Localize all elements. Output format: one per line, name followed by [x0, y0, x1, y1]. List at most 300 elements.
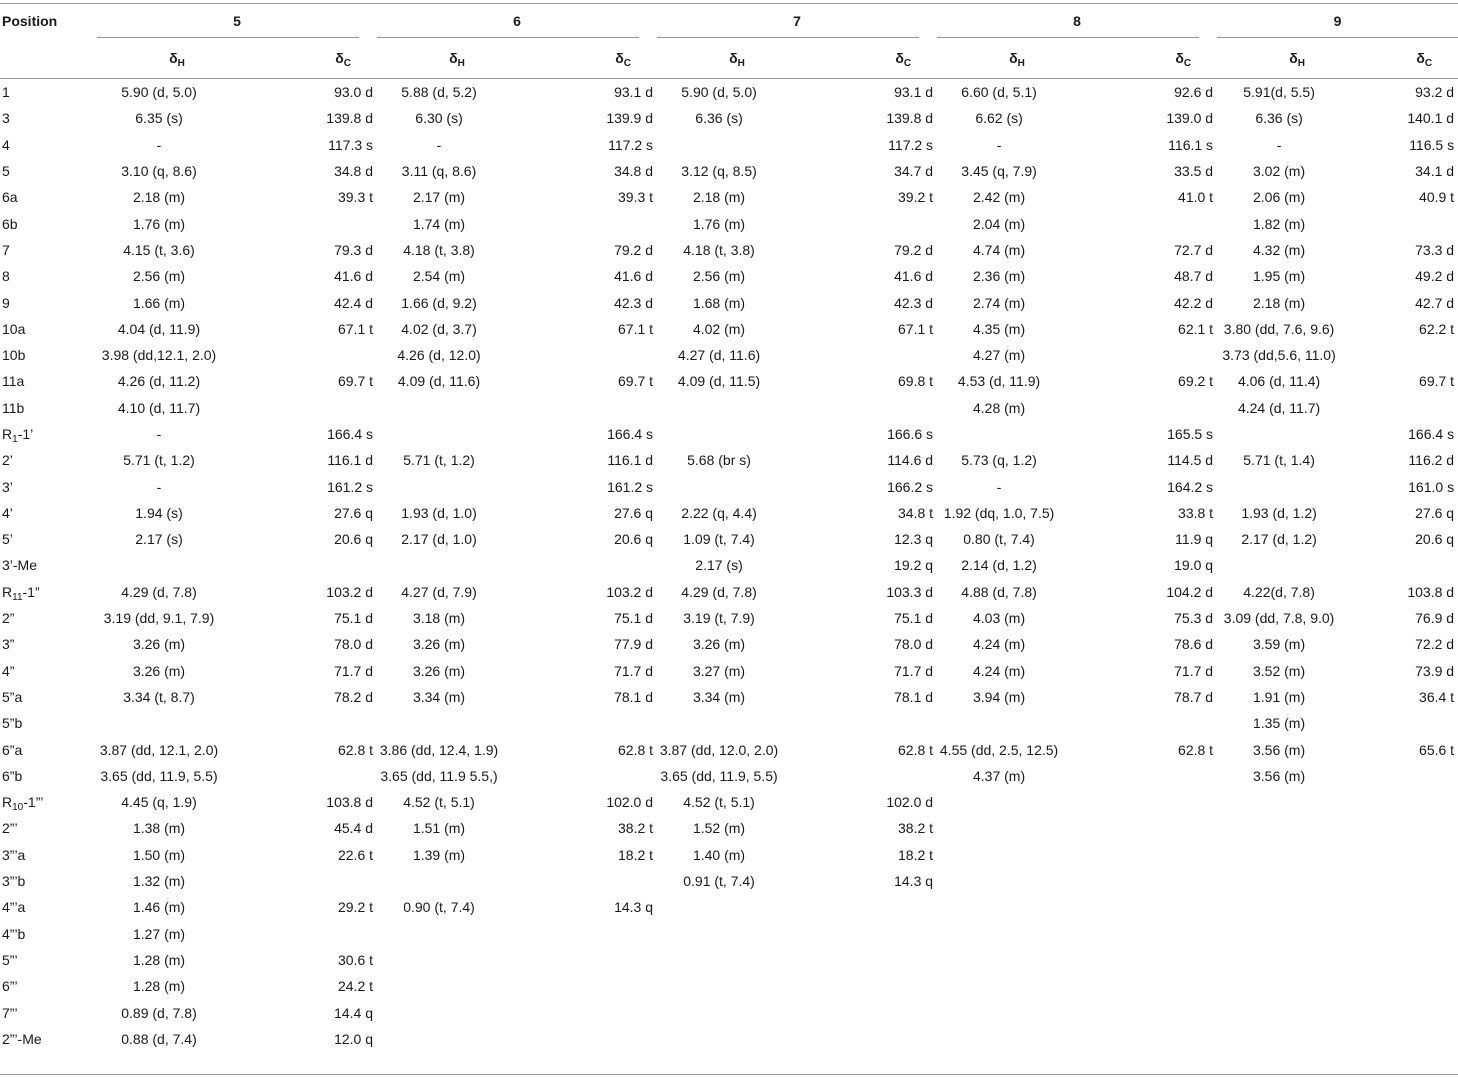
delta-h-cell: [377, 421, 537, 447]
delta-h-cell: 3.26 (m): [412, 662, 466, 679]
delta-c-cell: [1097, 947, 1217, 973]
delta-c-cell: [1097, 763, 1217, 789]
delta-h-cell: 1.39 (m): [412, 846, 466, 863]
delta-c-cell: 45.4 d: [334, 820, 374, 837]
delta-c-cell: 116.2 d: [1408, 452, 1455, 469]
delta-h-cell: 6.30 (s): [415, 110, 463, 127]
delta-c-cell: 24.2 t: [337, 978, 374, 995]
table-row: [0, 973, 1458, 999]
delta-h-cell: 1.82 (m): [1253, 215, 1306, 232]
delta-h-cell: 5.88 (d, 5.2): [401, 84, 477, 101]
table-row: [0, 684, 1458, 710]
delta-c-cell: [537, 395, 657, 421]
delta-h-cell: -: [996, 478, 1002, 495]
delta-c-cell: 41.6 d: [614, 268, 654, 285]
delta-h-cell: 2.17 (d, 1.0): [401, 531, 477, 548]
delta-h-cell: 4.29 (d, 7.8): [121, 583, 197, 600]
delta-h-cell: 2.17 (s): [695, 557, 743, 574]
delta-c-cell: [1377, 973, 1458, 999]
delta-h-cell: 2.22 (q, 4.4): [681, 504, 757, 521]
position-cell: 6”’: [2, 978, 18, 995]
delta-h-cell: [657, 894, 817, 920]
delta-c-header: $\delta_C$: [615, 50, 632, 69]
delta-h-cell: 5.71 (t, 1.2): [123, 452, 195, 469]
delta-h-cell: 1.27 (m): [132, 925, 186, 942]
table-row: [0, 395, 1458, 421]
delta-h-cell: 3.59 (m): [1253, 636, 1306, 653]
delta-h-cell: 3.80 (dd, 7.6, 9.6): [1223, 320, 1335, 337]
table-row: [0, 815, 1458, 841]
delta-c-cell: 104.2 d: [1166, 583, 1214, 600]
position-cell: 6b: [2, 215, 18, 232]
delta-h-cell: 4.27 (d, 7.9): [401, 583, 477, 600]
delta-c-cell: 103.8 d: [1407, 583, 1455, 600]
delta-c-cell: 19.0 q: [1174, 557, 1214, 574]
delta-c-cell: 93.0 d: [334, 84, 374, 101]
delta-h-cell: [1217, 421, 1377, 447]
delta-h-cell: 2.17 (s): [135, 531, 183, 548]
delta-c-cell: 62.8 t: [898, 741, 934, 758]
delta-h-cell: 1.94 (s): [135, 504, 183, 521]
delta-c-cell: [1377, 395, 1458, 421]
delta-c-cell: 27.6 q: [334, 504, 374, 521]
delta-c-cell: [537, 973, 657, 999]
delta-c-cell: [1097, 342, 1217, 368]
delta-c-cell: 139.8 d: [886, 110, 934, 127]
delta-c-cell: 67.1 t: [618, 320, 654, 337]
delta-c-header: $\delta_C$: [1416, 50, 1433, 69]
delta-c-cell: 41.0 t: [1178, 189, 1214, 206]
delta-c-cell: 39.3 t: [618, 189, 654, 206]
delta-h-cell: 4.28 (m): [972, 399, 1026, 416]
delta-h-cell: 2.17 (m): [412, 189, 466, 206]
delta-c-cell: 14.4 q: [334, 1004, 374, 1021]
delta-c-cell: 103.3 d: [886, 583, 934, 600]
delta-h-cell: 0.88 (d, 7.4): [121, 1030, 197, 1047]
delta-h-cell: 0.90 (t, 7.4): [403, 899, 475, 916]
delta-c-cell: 29.2 t: [337, 899, 374, 916]
delta-c-cell: 114.6 d: [887, 452, 934, 469]
delta-h-header: $\delta_H$: [449, 50, 465, 69]
table-row: [0, 500, 1458, 526]
position-cell: 4’: [2, 504, 13, 521]
delta-h-cell: 1.91 (m): [1253, 688, 1306, 705]
delta-h-cell: 2.54 (m): [412, 268, 466, 285]
delta-c-cell: 62.8 t: [337, 741, 374, 758]
delta-c-cell: 42.7 d: [1415, 294, 1455, 311]
delta-c-cell: 161.2 s: [327, 478, 374, 495]
delta-c-cell: 69.7 t: [337, 373, 374, 390]
delta-c-cell: 117.2 s: [888, 136, 934, 153]
delta-h-cell: 4.37 (m): [972, 767, 1026, 784]
delta-c-cell: 71.7 d: [894, 662, 934, 679]
delta-h-cell: [657, 132, 817, 158]
delta-h-cell: [937, 842, 1097, 868]
delta-h-cell: 1.35 (m): [1253, 715, 1306, 732]
delta-h-cell: 3.86 (dd, 12.4, 1.9): [379, 741, 499, 758]
position-column-header: Position: [2, 12, 58, 29]
delta-h-cell: -: [156, 426, 162, 442]
delta-h-cell: 2.14 (d, 1.2): [961, 557, 1037, 574]
position-cell: 5: [2, 163, 10, 180]
table-row: [0, 789, 1458, 815]
table-row: [0, 473, 1458, 499]
delta-c-cell: 62.1 t: [1178, 320, 1214, 337]
delta-c-cell: 93.2 d: [1415, 84, 1455, 101]
delta-c-cell: [1097, 789, 1217, 815]
position-cell: 3”: [2, 636, 15, 653]
delta-c-cell: 116.1 d: [327, 452, 374, 469]
delta-c-cell: 11.9 q: [1175, 531, 1214, 548]
delta-c-cell: [1377, 710, 1458, 736]
delta-c-cell: 139.0 d: [1166, 110, 1214, 127]
delta-c-cell: [257, 868, 377, 894]
table-bottom-rule: [0, 1074, 1458, 1075]
delta-c-cell: 140.1 d: [1407, 110, 1455, 127]
table-row: [0, 999, 1458, 1025]
position-cell: 9: [2, 294, 10, 311]
delta-c-cell: [817, 894, 937, 920]
delta-h-cell: [937, 815, 1097, 841]
delta-c-cell: 76.9 d: [1415, 610, 1455, 627]
delta-c-cell: 164.2 s: [1167, 478, 1214, 495]
delta-c-header: $\delta_C$: [1175, 50, 1192, 69]
delta-c-cell: 20.6 q: [334, 531, 374, 548]
delta-h-cell: [657, 921, 817, 947]
delta-c-cell: 78.1 d: [614, 688, 654, 705]
delta-c-cell: 78.0 d: [334, 636, 374, 653]
table-row: [0, 842, 1458, 868]
delta-c-cell: 49.2 d: [1415, 268, 1455, 285]
delta-h-cell: 4.27 (m): [972, 347, 1026, 364]
position-cell: 5’: [2, 531, 13, 548]
delta-c-cell: 67.1 t: [898, 320, 934, 337]
delta-c-cell: 69.7 t: [1419, 373, 1455, 390]
delta-c-cell: 103.2 d: [606, 583, 654, 600]
position-cell: 11b: [2, 399, 25, 416]
delta-c-cell: [1097, 815, 1217, 841]
compound-header: 7: [793, 12, 801, 29]
delta-c-cell: 41.6 d: [894, 268, 934, 285]
delta-h-cell: 3.34 (t, 8.7): [123, 688, 195, 705]
delta-c-cell: 79.2 d: [614, 241, 654, 258]
delta-h-cell: 3.19 (t, 7.9): [683, 610, 755, 627]
delta-c-cell: [1377, 921, 1458, 947]
delta-c-cell: 42.4 d: [334, 294, 374, 311]
delta-h-cell: 4.32 (m): [1253, 241, 1306, 258]
delta-h-cell: 4.26 (d, 11.2): [117, 373, 201, 390]
delta-c-cell: 14.3 q: [614, 899, 654, 916]
delta-c-cell: 102.0 d: [886, 794, 934, 811]
delta-h-cell: 3.98 (dd,12.1, 2.0): [101, 347, 217, 364]
delta-c-cell: 117.2 s: [608, 136, 654, 153]
delta-c-cell: [1097, 973, 1217, 999]
delta-c-cell: 36.4 t: [1419, 688, 1455, 705]
delta-c-cell: 73.9 d: [1415, 662, 1455, 679]
delta-h-header: $\delta_H$: [169, 50, 185, 69]
delta-c-cell: 78.0 d: [894, 636, 934, 653]
delta-c-cell: 34.7 d: [894, 163, 934, 180]
delta-c-header: $\delta_C$: [895, 50, 912, 69]
delta-c-cell: 65.6 t: [1419, 741, 1455, 758]
delta-c-cell: [1097, 894, 1217, 920]
delta-h-cell: 3.27 (m): [692, 662, 746, 679]
delta-h-cell: 1.74 (m): [412, 215, 466, 232]
position-cell: 1: [2, 84, 10, 101]
delta-h-cell: [97, 552, 257, 578]
delta-h-cell: 4.02 (d, 3.7): [401, 320, 477, 337]
position-cell: 4: [2, 136, 10, 153]
delta-c-cell: 79.3 d: [334, 241, 374, 258]
delta-c-cell: [817, 973, 937, 999]
delta-c-cell: [257, 921, 377, 947]
delta-c-cell: 69.8 t: [898, 373, 934, 390]
delta-h-cell: 1.09 (t, 7.4): [683, 531, 755, 548]
position-cell: 10a: [2, 320, 26, 337]
delta-c-cell: [1377, 342, 1458, 368]
delta-c-cell: [1097, 1026, 1217, 1052]
delta-c-cell: 166.2 s: [887, 478, 934, 495]
delta-c-cell: 78.1 d: [894, 688, 934, 705]
table-header: [0, 4, 1458, 79]
delta-h-cell: -: [996, 136, 1002, 153]
delta-h-cell: [1217, 947, 1377, 973]
delta-c-cell: 161.2 s: [607, 478, 654, 495]
delta-h-cell: 4.52 (t, 5.1): [683, 794, 755, 811]
delta-c-cell: 18.2 t: [618, 846, 654, 863]
delta-c-cell: 41.6 d: [334, 268, 374, 285]
position-cell: 3”’b: [2, 873, 26, 890]
delta-h-cell: [937, 710, 1097, 736]
delta-h-cell: 3.02 (m): [1253, 163, 1306, 180]
delta-h-cell: [657, 1026, 817, 1052]
delta-h-cell: 4.24 (d, 11.7): [1237, 399, 1321, 416]
position-cell: 2”: [2, 610, 15, 627]
delta-c-cell: [1377, 815, 1458, 841]
delta-c-cell: 166.6 s: [887, 426, 934, 442]
delta-c-cell: [1097, 710, 1217, 736]
delta-h-cell: 3.12 (q, 8.5): [681, 163, 757, 180]
delta-h-cell: 4.88 (d, 7.8): [961, 583, 1037, 600]
position-cell: $R_{10}-1$”’: [2, 794, 44, 814]
position-cell: 7: [2, 241, 10, 258]
delta-c-cell: [257, 763, 377, 789]
delta-c-cell: [1097, 921, 1217, 947]
delta-h-cell: 2.18 (m): [132, 189, 186, 206]
delta-h-cell: [1217, 999, 1377, 1025]
position-cell: 7”’: [2, 1004, 18, 1021]
delta-h-cell: 3.45 (q, 7.9): [961, 163, 1037, 180]
delta-c-cell: 27.6 q: [1415, 504, 1455, 521]
delta-c-cell: 34.1 d: [1415, 163, 1455, 180]
delta-c-cell: 38.2 t: [618, 820, 654, 837]
delta-c-cell: 27.6 q: [614, 504, 654, 521]
delta-h-cell: 4.26 (d, 12.0): [397, 347, 481, 364]
delta-c-cell: [257, 395, 377, 421]
table-row: [0, 237, 1458, 263]
delta-h-cell: [1217, 973, 1377, 999]
position-cell: 3”’a: [2, 846, 26, 863]
delta-h-cell: 4.15 (t, 3.6): [123, 241, 195, 258]
delta-c-cell: 34.8 d: [334, 163, 374, 180]
table-body: [0, 79, 1458, 1052]
delta-c-cell: [537, 342, 657, 368]
delta-c-cell: 116.1 s: [1168, 136, 1214, 153]
nmr-data-table: [0, 4, 1458, 1052]
delta-h-cell: 5.90 (d, 5.0): [121, 84, 197, 101]
delta-h-cell: 5.91(d, 5.5): [1243, 84, 1315, 101]
position-cell: 3’-Me: [2, 557, 38, 574]
delta-h-cell: 1.28 (m): [132, 951, 186, 968]
delta-h-cell: 2.04 (m): [972, 215, 1026, 232]
delta-c-cell: 34.8 d: [614, 163, 654, 180]
delta-c-cell: 34.8 t: [898, 504, 934, 521]
delta-h-cell: [377, 947, 537, 973]
delta-h-cell: 3.18 (m): [412, 610, 466, 627]
delta-h-cell: [377, 395, 537, 421]
delta-h-header: $\delta_H$: [1009, 50, 1025, 69]
delta-h-cell: 1.95 (m): [1253, 268, 1306, 285]
delta-c-cell: [817, 763, 937, 789]
delta-h-cell: 0.80 (t, 7.4): [963, 531, 1035, 548]
table-row: [0, 921, 1458, 947]
delta-h-cell: 6.36 (s): [1255, 110, 1303, 127]
delta-h-cell: [657, 973, 817, 999]
delta-c-cell: 139.9 d: [606, 110, 654, 127]
delta-h-cell: 1.46 (m): [132, 899, 186, 916]
delta-h-cell: 1.76 (m): [692, 215, 746, 232]
delta-c-cell: [817, 921, 937, 947]
delta-h-cell: 3.56 (m): [1253, 741, 1306, 758]
table-row: [0, 79, 1458, 106]
delta-c-cell: 20.6 q: [1415, 531, 1455, 548]
delta-h-cell: 3.34 (m): [412, 688, 466, 705]
delta-h-cell: 2.56 (m): [132, 268, 186, 285]
delta-h-cell: 4.24 (m): [972, 636, 1026, 653]
delta-c-cell: 93.1 d: [894, 84, 934, 101]
delta-h-cell: 1.38 (m): [132, 820, 186, 837]
delta-h-cell: 3.87 (dd, 12.1, 2.0): [99, 741, 219, 758]
delta-h-cell: 5.90 (d, 5.0): [681, 84, 757, 101]
delta-c-cell: 14.3 q: [894, 873, 934, 890]
delta-c-cell: [817, 947, 937, 973]
delta-h-cell: 4.18 (t, 3.8): [403, 241, 475, 258]
table-row: [0, 658, 1458, 684]
delta-h-cell: [657, 395, 817, 421]
table-row: [0, 605, 1458, 631]
delta-h-cell: 3.26 (m): [132, 636, 186, 653]
delta-c-cell: [537, 552, 657, 578]
delta-c-cell: 75.1 d: [614, 610, 654, 627]
table-row: [0, 447, 1458, 473]
delta-h-cell: [657, 947, 817, 973]
delta-c-cell: [817, 395, 937, 421]
delta-h-header: $\delta_H$: [729, 50, 745, 69]
delta-h-cell: [377, 868, 537, 894]
delta-h-cell: [1217, 842, 1377, 868]
table-row: [0, 763, 1458, 789]
position-cell: 8: [2, 268, 10, 285]
delta-h-cell: 5.73 (q, 1.2): [961, 452, 1037, 469]
position-cell: 3: [2, 110, 10, 127]
delta-c-cell: [257, 210, 377, 236]
delta-h-cell: [657, 999, 817, 1025]
delta-c-cell: [1097, 842, 1217, 868]
delta-h-cell: 1.32 (m): [132, 873, 186, 890]
delta-c-cell: 39.3 t: [337, 189, 374, 206]
delta-c-cell: 114.5 d: [1167, 452, 1214, 469]
delta-c-cell: 18.2 t: [898, 846, 934, 863]
table-row: [0, 947, 1458, 973]
position-cell: 6”b: [2, 767, 23, 784]
delta-c-cell: 48.7 d: [1174, 268, 1214, 285]
delta-h-cell: 3.09 (dd, 7.8, 9.0): [1223, 610, 1335, 627]
delta-c-cell: 75.1 d: [334, 610, 374, 627]
delta-c-cell: [537, 710, 657, 736]
delta-h-cell: 2.18 (m): [692, 189, 746, 206]
delta-h-cell: 2.56 (m): [692, 268, 746, 285]
delta-c-cell: 92.6 d: [1174, 84, 1214, 101]
delta-h-cell: 1.50 (m): [132, 846, 186, 863]
delta-c-cell: 62.8 t: [618, 741, 654, 758]
delta-h-cell: [1217, 894, 1377, 920]
delta-h-cell: [377, 473, 537, 499]
delta-c-cell: 116.1 d: [607, 452, 654, 469]
delta-c-cell: [1377, 789, 1458, 815]
delta-c-cell: 69.2 t: [1178, 373, 1214, 390]
delta-h-cell: [937, 789, 1097, 815]
delta-c-cell: [1377, 999, 1458, 1025]
position-subheader-blank: [0, 38, 97, 79]
compound-header: 5: [233, 12, 241, 29]
table-row: [0, 289, 1458, 315]
delta-c-cell: 42.3 d: [614, 294, 654, 311]
delta-c-cell: [1097, 999, 1217, 1025]
delta-c-cell: 139.8 d: [326, 110, 374, 127]
delta-h-cell: 2.42 (m): [972, 189, 1026, 206]
table-row: [0, 342, 1458, 368]
delta-h-cell: [657, 421, 817, 447]
delta-h-cell: 1.68 (m): [692, 294, 746, 311]
compound-header: 6: [513, 12, 521, 29]
delta-h-cell: 3.52 (m): [1253, 662, 1306, 679]
delta-h-cell: [657, 710, 817, 736]
delta-c-cell: 77.9 d: [614, 636, 654, 653]
table-row: [0, 263, 1458, 289]
compound-header-row: [0, 4, 1458, 37]
delta-h-cell: [1217, 473, 1377, 499]
delta-c-cell: [537, 1026, 657, 1052]
delta-c-cell: [537, 210, 657, 236]
delta-c-header: $\delta_C$: [335, 50, 352, 69]
delta-c-cell: [1097, 395, 1217, 421]
position-cell: $R_1-1$’: [2, 426, 34, 445]
delta-c-cell: 117.3 s: [328, 136, 374, 153]
delta-h-cell: 2.06 (m): [1253, 189, 1306, 206]
compound-header: 8: [1073, 12, 1081, 29]
delta-h-cell: [657, 473, 817, 499]
delta-h-header: $\delta_H$: [1289, 50, 1305, 69]
delta-h-cell: 4.52 (t, 5.1): [403, 794, 475, 811]
delta-c-cell: 62.8 t: [1178, 741, 1214, 758]
delta-h-cell: 3.10 (q, 8.6): [121, 163, 197, 180]
position-cell: 10b: [2, 347, 26, 364]
delta-h-cell: 4.02 (m): [692, 320, 746, 337]
table-row: [0, 736, 1458, 762]
delta-c-cell: 72.2 d: [1415, 636, 1455, 653]
delta-c-cell: 62.2 t: [1419, 320, 1455, 337]
delta-c-cell: 71.7 d: [614, 662, 654, 679]
